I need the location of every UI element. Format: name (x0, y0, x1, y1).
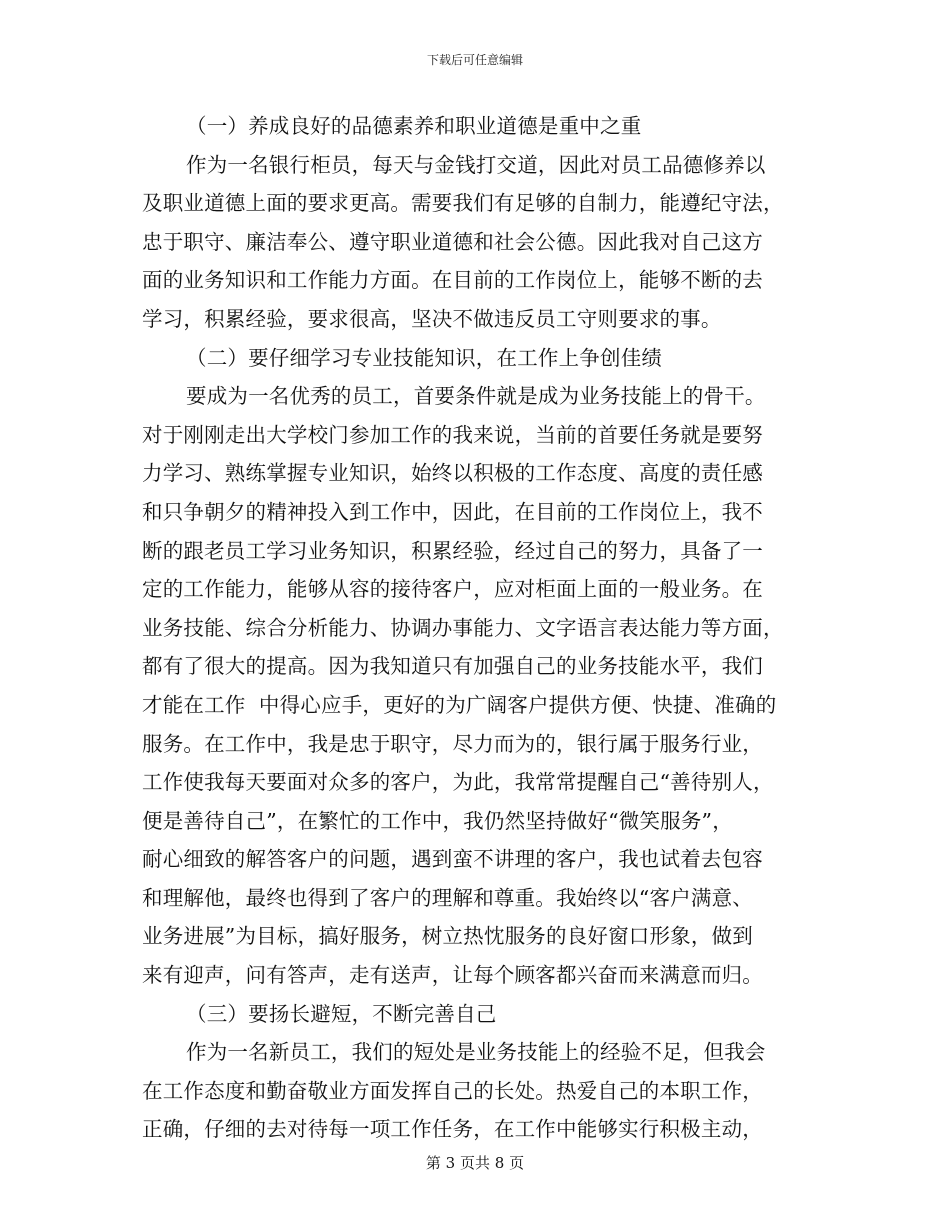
paragraph-line: 及职业道德上面的要求更高。需要我们有足够的自制力，能遵纪守法， (142, 191, 784, 216)
page-header: 下载后可任意编辑 (426, 53, 523, 67)
paragraph-line: 忠于职守、廉洁奉公、遵守职业道德和社会公德。因此我对自己这方 (142, 229, 763, 254)
paragraph-line: 作为一名银行柜员，每天与金钱打交道，因此对员工品德修养以 (186, 152, 766, 177)
paragraph-line: 服务。在工作中，我是忠于职守，尽力而为的，银行属于服务行业， (142, 731, 763, 756)
paragraph-line: 在工作态度和勤奋敬业方面发挥自己的长处。热爱自己的本职工作， (142, 1078, 763, 1103)
paragraph-line: 正确，仔细的去对待每一项工作任务，在工作中能够实行积极主动， (142, 1117, 763, 1142)
paragraph-line: 业务技能、综合分析能力、协调办事能力、文字语言表达能力等方面， (142, 615, 784, 640)
paragraph-line: 业务进展”为目标，搞好服务，树立热忱服务的良好窗口形象，做到 (142, 924, 753, 949)
paragraph-line: 作为一名新员工，我们的短处是业务技能上的经验不足，但我会 (186, 1040, 766, 1065)
page-footer: 第 3 页共 8 页 (425, 1154, 525, 1172)
section-heading-3: （三）要扬长避短，不断完善自己 (186, 1001, 497, 1026)
paragraph-line: 力学习、熟练掌握专业知识，始终以积极的工作态度、高度的责任感 (142, 461, 763, 486)
paragraph-line: 面的业务知识和工作能力方面。在目前的工作岗位上，能够不断的去 (142, 268, 763, 293)
paragraph-line: 才能在工作 中得心应手，更好的为广阔客户提供方便、快捷、准确的 (142, 692, 777, 717)
paragraph-line: 对于刚刚走出大学校门参加工作的我来说，当前的首要任务就是要努 (142, 422, 763, 447)
paragraph-line: 学习，积累经验，要求很高，坚决不做违反员工守则要求的事。 (142, 306, 722, 331)
paragraph-line: 来有迎声，问有答声，走有送声，让每个顾客都兴奋而来满意而归。 (142, 963, 763, 988)
paragraph-line: 都有了很大的提高。因为我知道只有加强自己的业务技能水平，我们 (142, 654, 763, 679)
paragraph-line: 和理解他，最终也得到了客户的理解和尊重。我始终以“客户满意、 (142, 885, 753, 910)
section-heading-1: （一）养成良好的品德素养和职业道德是重中之重 (186, 114, 642, 138)
section-heading-2: （二）要仔细学习专业技能知识，在工作上争创佳绩 (186, 345, 663, 370)
document-body (142, 107, 810, 1149)
paragraph-line: 要成为一名优秀的员工，首要条件就是成为业务技能上的骨干。 (186, 384, 766, 409)
paragraph-line: 工作使我每天要面对众多的客户，为此，我常常提醒自己“善待别人， (142, 770, 774, 795)
paragraph-line: 定的工作能力，能够从容的接待客户，应对柜面上面的一般业务。在 (142, 577, 763, 602)
paragraph-line: 便是善待自己”，在繁忙的工作中，我仍然坚持做好“微笑服务”， (142, 808, 733, 833)
paragraph-line: 断的跟老员工学习业务知识，积累经验，经过自己的努力，具备了一 (142, 538, 763, 563)
paragraph-line: 耐心细致的解答客户的问题，遇到蛮不讲理的客户，我也试着去包容 (142, 847, 763, 872)
paragraph-line: 和只争朝夕的精神投入到工作中，因此，在目前的工作岗位上，我不 (142, 499, 763, 524)
